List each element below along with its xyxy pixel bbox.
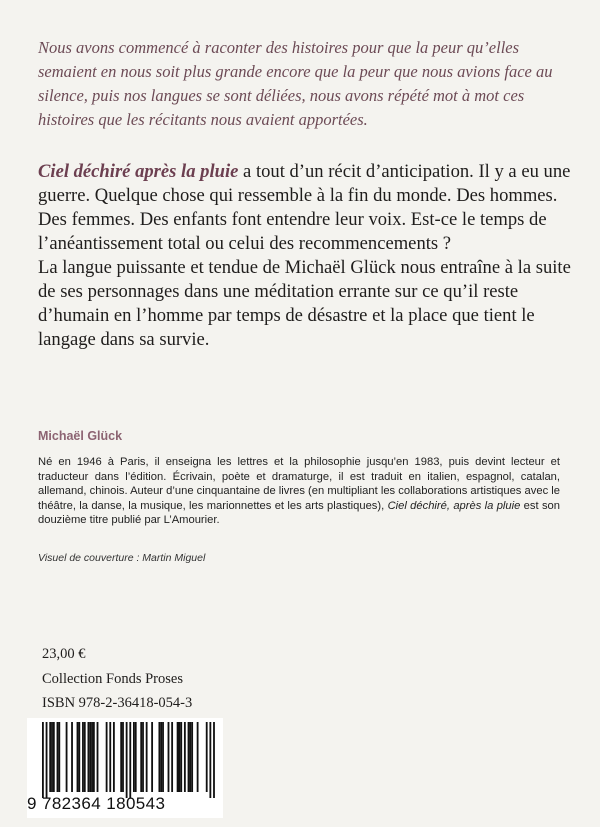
barcode-bar xyxy=(66,722,68,792)
barcode-bar xyxy=(126,722,128,798)
barcode-bar xyxy=(57,722,59,792)
barcode-bar xyxy=(191,722,193,792)
blurb-paragraph-2: La langue puissante et tendue de Michaël Glück nous entraîne à la suite de ses personnages dans une méditation errante sur ce qu’il reste d’humain en l’homme par temps de désastre et la place que tient le langage dans sa survie. xyxy=(38,257,571,350)
barcode-bar xyxy=(184,722,186,792)
barcode-bar xyxy=(168,722,170,792)
barcode-bar xyxy=(46,722,48,798)
blurb-paragraph-1-text: a tout d’un récit d’anticipation. Il y a eu une guerre. Quelque chose qui ressemble à la fin du monde. Des hommes. Des femmes. Des enfants font entendre leur voix. Est-ce le temps de l’anéantissement total ou celui des recommencements ? xyxy=(38,161,571,254)
barcode-bar xyxy=(120,722,122,792)
barcode-bar xyxy=(106,722,108,792)
collection-name: Collection Fonds Proses xyxy=(42,671,183,687)
barcode-bar xyxy=(88,722,90,792)
barcode-bar xyxy=(180,722,182,792)
barcode-bar xyxy=(213,722,215,798)
barcode-bar xyxy=(209,722,211,798)
author-bio-text-1: Né en 1946 à Paris, il enseigna les lettres et la philosophie jusqu’en 1983, puis devint lecteur et traducteur dans l’édition. Écrivain, poète et dramaturge, il est traduit en italien, espagnol, catalan, allemand, chinois. Auteur d’une cinquantaine de livres (en multipliant les collaborations artistiques avec le théâtre, la danse, la musique, les marionnettes et les arts plastiques), xyxy=(38,456,560,512)
barcode-bar xyxy=(162,722,164,792)
barcode-bar xyxy=(151,722,153,792)
barcode-bar xyxy=(129,722,131,798)
barcode-digits: 9 782364 180543 xyxy=(27,794,166,813)
barcode-bar xyxy=(113,722,115,792)
cover-credit: Visuel de couverture : Martin Miguel xyxy=(38,552,206,564)
epigraph-quote: Nous avons commencé à raconter des histoires pour que la peur qu’elles semaient en nous soit plus grande encore que la peur que nous avions face au silence, puis nos langues se sont déliées, nous avons répété mot à mot ces histoires que les récitants nous avaient apportées. xyxy=(38,38,553,129)
author-bio-text-2: est son douzième titre publié par L’Amourier. xyxy=(38,499,560,526)
barcode-bar xyxy=(84,722,86,792)
isbn-number: ISBN 978-2-36418-054-3 xyxy=(42,695,193,711)
book-blurb xyxy=(38,160,578,352)
barcode-bar xyxy=(77,722,79,792)
barcode-bar xyxy=(122,722,124,792)
barcode-bar xyxy=(49,722,51,792)
barcode-bar xyxy=(78,722,80,792)
barcode-bar xyxy=(133,722,135,792)
barcode-bar xyxy=(71,722,73,792)
author-heading: Michaël Glück xyxy=(38,429,123,443)
barcode-bar xyxy=(206,722,208,792)
barcode-bar xyxy=(188,722,190,792)
barcode-bar xyxy=(197,722,199,792)
barcode-bar xyxy=(42,722,44,798)
barcode-bar xyxy=(89,722,91,792)
barcode-bar xyxy=(158,722,160,792)
author-bio xyxy=(38,455,560,528)
barcode xyxy=(27,718,223,818)
barcode-bar xyxy=(142,722,144,792)
barcode-bar xyxy=(58,722,60,792)
barcode-bar xyxy=(82,722,84,792)
price: 23,00 € xyxy=(42,646,86,662)
book-title-inline: Ciel déchiré après la pluie xyxy=(38,161,239,182)
author-bio-book-title: Ciel déchiré, après la pluie xyxy=(387,499,521,512)
barcode-bar xyxy=(171,722,173,792)
barcode-bar xyxy=(146,722,148,792)
barcode-bar xyxy=(177,722,179,792)
barcode-bar xyxy=(91,722,93,792)
barcode-bar xyxy=(160,722,162,792)
barcode-bar xyxy=(189,722,191,792)
blurb-paragraph-1 xyxy=(38,160,578,256)
barcode-bar xyxy=(140,722,142,792)
barcode-bar xyxy=(109,722,111,792)
barcode-bar xyxy=(53,722,55,792)
barcode-bar xyxy=(135,722,137,792)
barcode-bar xyxy=(97,722,99,792)
barcode-bar xyxy=(179,722,181,792)
barcode-bar xyxy=(93,722,95,792)
barcode-bar xyxy=(51,722,53,792)
